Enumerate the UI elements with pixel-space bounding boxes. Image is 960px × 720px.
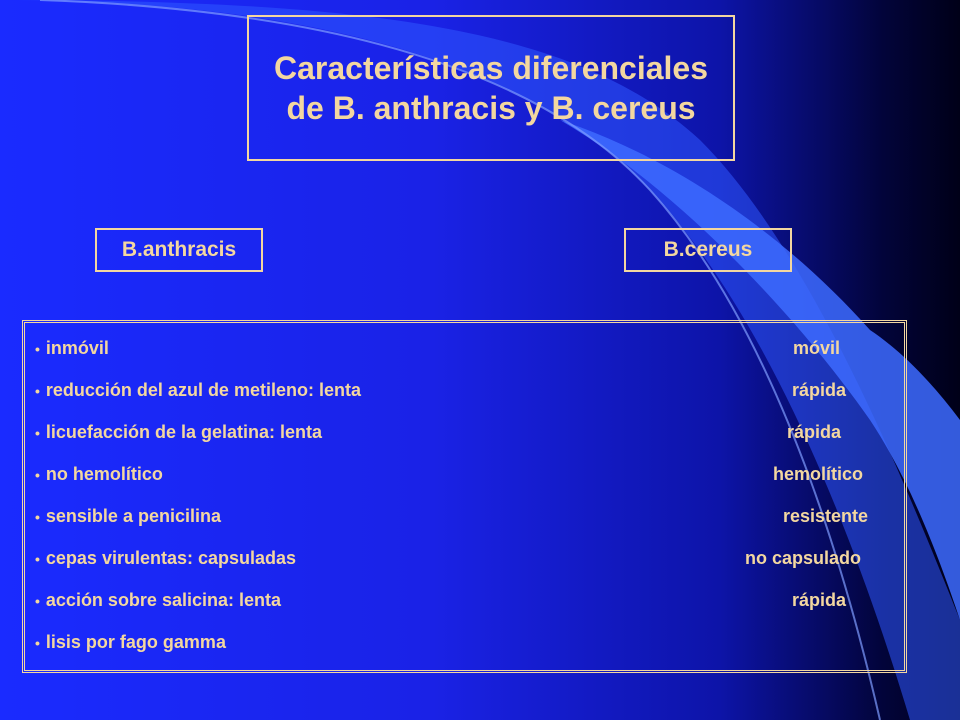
bullet-icon: • <box>35 593 40 609</box>
list-item <box>35 459 894 489</box>
list-item <box>35 333 894 363</box>
anthracis-trait: acción sobre salicina: lenta <box>45 590 281 610</box>
list-item <box>35 417 894 447</box>
cereus-trait: hemolítico <box>773 464 864 484</box>
cereus-trait: rápida <box>792 380 847 400</box>
list-item <box>35 375 894 405</box>
cereus-trait: rápida <box>787 422 842 442</box>
cereus-trait: resistente <box>783 506 869 526</box>
cereus-trait: móvil <box>793 338 841 358</box>
anthracis-trait: inmóvil <box>45 338 109 358</box>
title-box <box>247 15 735 161</box>
column-label-cereus-text: B.cereus <box>663 238 753 261</box>
anthracis-trait: cepas virulentas: capsuladas <box>45 548 297 568</box>
column-label-anthracis <box>95 228 263 272</box>
bullet-icon: • <box>35 467 40 483</box>
anthracis-trait: licuefacción de la gelatina: lenta <box>45 422 322 442</box>
bullet-icon: • <box>35 383 40 399</box>
bullet-icon: • <box>35 341 40 357</box>
anthracis-trait: reducción del azul de metileno: lenta <box>45 380 361 400</box>
cereus-trait: rápida <box>792 590 847 610</box>
column-label-anthracis-text: B.anthracis <box>121 238 237 261</box>
column-label-cereus <box>624 228 792 272</box>
anthracis-trait: no hemolítico <box>45 464 163 484</box>
anthracis-trait: lisis por fago gamma <box>45 632 226 652</box>
page-title: Características diferenciales de B. anthracis y B. cereus <box>273 50 709 126</box>
list-item <box>35 543 894 573</box>
cereus-trait: no capsulado <box>745 548 862 568</box>
list-item <box>35 501 894 531</box>
list-item <box>35 585 894 615</box>
bullet-icon: • <box>35 509 40 525</box>
bullet-icon: • <box>35 551 40 567</box>
list-item <box>35 627 894 657</box>
bullet-icon: • <box>35 425 40 441</box>
bullet-icon: • <box>35 635 40 651</box>
anthracis-trait: sensible a penicilina <box>45 506 221 526</box>
comparison-list <box>22 320 907 673</box>
